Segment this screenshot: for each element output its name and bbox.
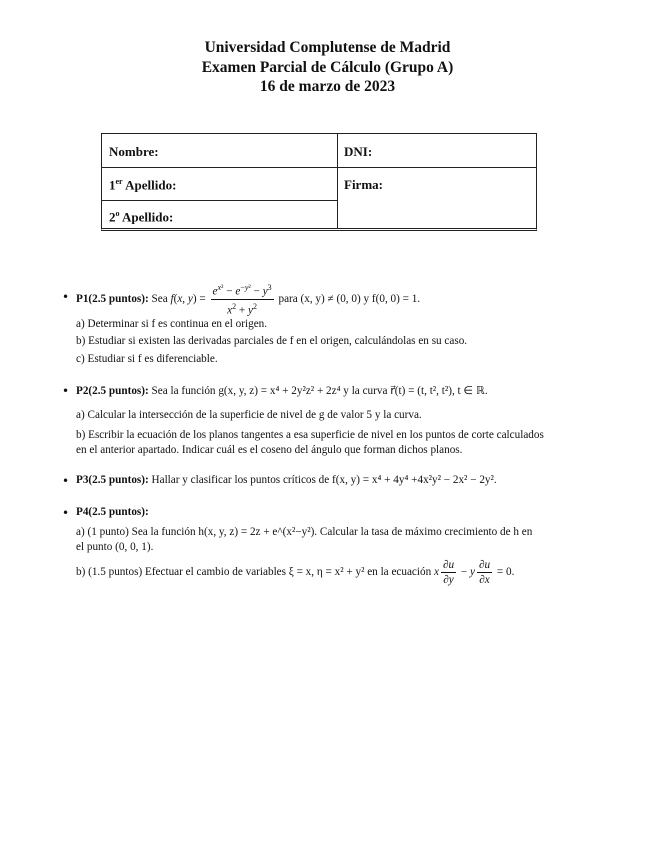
bullet-p3: • bbox=[62, 474, 70, 488]
exam-date: 16 de marzo de 2023 bbox=[259, 78, 396, 95]
p3-statement bbox=[76, 474, 497, 486]
bullet-p4: • bbox=[62, 506, 70, 520]
p1-part-c: c) Estudiar si f es diferenciable. bbox=[76, 353, 218, 365]
p2-part-b-line2: en el anterior apartado. Indicar cuál es el coseno del ángulo que forman dichos planos. bbox=[76, 444, 463, 456]
p4-part-a-line1: a) (1 punto) Sea la función h(x, y, z) = 2z + e^(x²−y²). Calcular la tasa de máximo crecimiento de h en bbox=[76, 526, 533, 538]
bullet-p1: • bbox=[62, 290, 70, 304]
p1-intro: Sea bbox=[151, 292, 168, 305]
firma-field[interactable]: Firma: bbox=[344, 177, 383, 192]
p3-text: Hallar y clasificar los puntos críticos de f(x, y) = x⁴ + 4y⁴ +4x²y² − 2x² − 2y². bbox=[151, 474, 497, 486]
exam-header bbox=[0, 38, 655, 97]
p1-fraction: $\frac{e^{x^2} - e^{-y^2} - y^3}{x^2 + y^2}$ bbox=[212, 283, 272, 317]
du-dx-fraction: $\frac{\partial u}{\partial x}$ bbox=[478, 559, 491, 586]
p3-title: P3(2.5 puntos): bbox=[76, 474, 149, 486]
university-name: Universidad Complutense de Madrid bbox=[204, 39, 451, 56]
p2-part-a: a) Calcular la intersección de la superficie de nivel de g de valor 5 y la curva. bbox=[76, 409, 422, 421]
apellido1-field[interactable]: 1er Apellido: bbox=[109, 177, 177, 193]
bullet-p2: • bbox=[62, 384, 70, 398]
p4-part-b-text: b) (1.5 puntos) Efectuar el cambio de variables ξ = x, η = x² + y² en la ecuación bbox=[76, 566, 432, 578]
p1-part-b: b) Estudiar si existen las derivadas parciales de f en el origen, calculándolas en su caso. bbox=[76, 335, 468, 347]
p4-part-b: b) (1.5 puntos) Efectuar el cambio de variables ξ = x, η = x² + y² en la ecuación x $\frac{\partial u}{\partial y}$ − y $\frac{\partial u}{\partial x}$ = 0. bbox=[76, 559, 515, 586]
p4-title: P4(2.5 puntos): bbox=[76, 506, 149, 518]
p4-statement bbox=[76, 506, 149, 518]
p1-title: P1(2.5 puntos): bbox=[76, 292, 149, 305]
p1-part-a: a) Determinar si f es continua en el origen. bbox=[76, 318, 268, 330]
p4-part-a-line2: el punto (0, 0, 1). bbox=[76, 541, 154, 553]
p2-statement bbox=[76, 384, 488, 397]
p1-condition: para (x, y) ≠ (0, 0) y f(0, 0) = 1. bbox=[278, 293, 421, 306]
p2-title: P2(2.5 puntos): bbox=[76, 385, 149, 397]
student-id-box bbox=[101, 133, 537, 231]
nombre-field[interactable]: Nombre: bbox=[109, 144, 159, 159]
p1-statement: P1(2.5 puntos): Sea f(x, y) = $\frac{e^{x^2} - e^{-y^2} - y^3}{x^2 + y^2}$ para (x, y) ≠ (0, 0) y f(0, 0) = 1. bbox=[76, 283, 421, 317]
du-dy-fraction: $\frac{\partial u}{\partial y}$ bbox=[442, 559, 455, 586]
p2-part-b-line1: b) Escribir la ecuación de los planos tangentes a esa superficie de nivel en los puntos de corte calculados bbox=[76, 429, 544, 441]
apellido2-field[interactable]: 2$^o$ Apellido: bbox=[109, 209, 174, 225]
dni-field[interactable]: DNI: bbox=[344, 144, 373, 159]
exam-title: Examen Parcial de Cálculo (Grupo A) bbox=[201, 58, 454, 76]
p2-text: Sea la función g(x, y, z) = x⁴ + 2y²z² + 2z⁴ y la curva r⃗(t) = (t, t², t²), t ∈ ℝ. bbox=[151, 385, 488, 397]
